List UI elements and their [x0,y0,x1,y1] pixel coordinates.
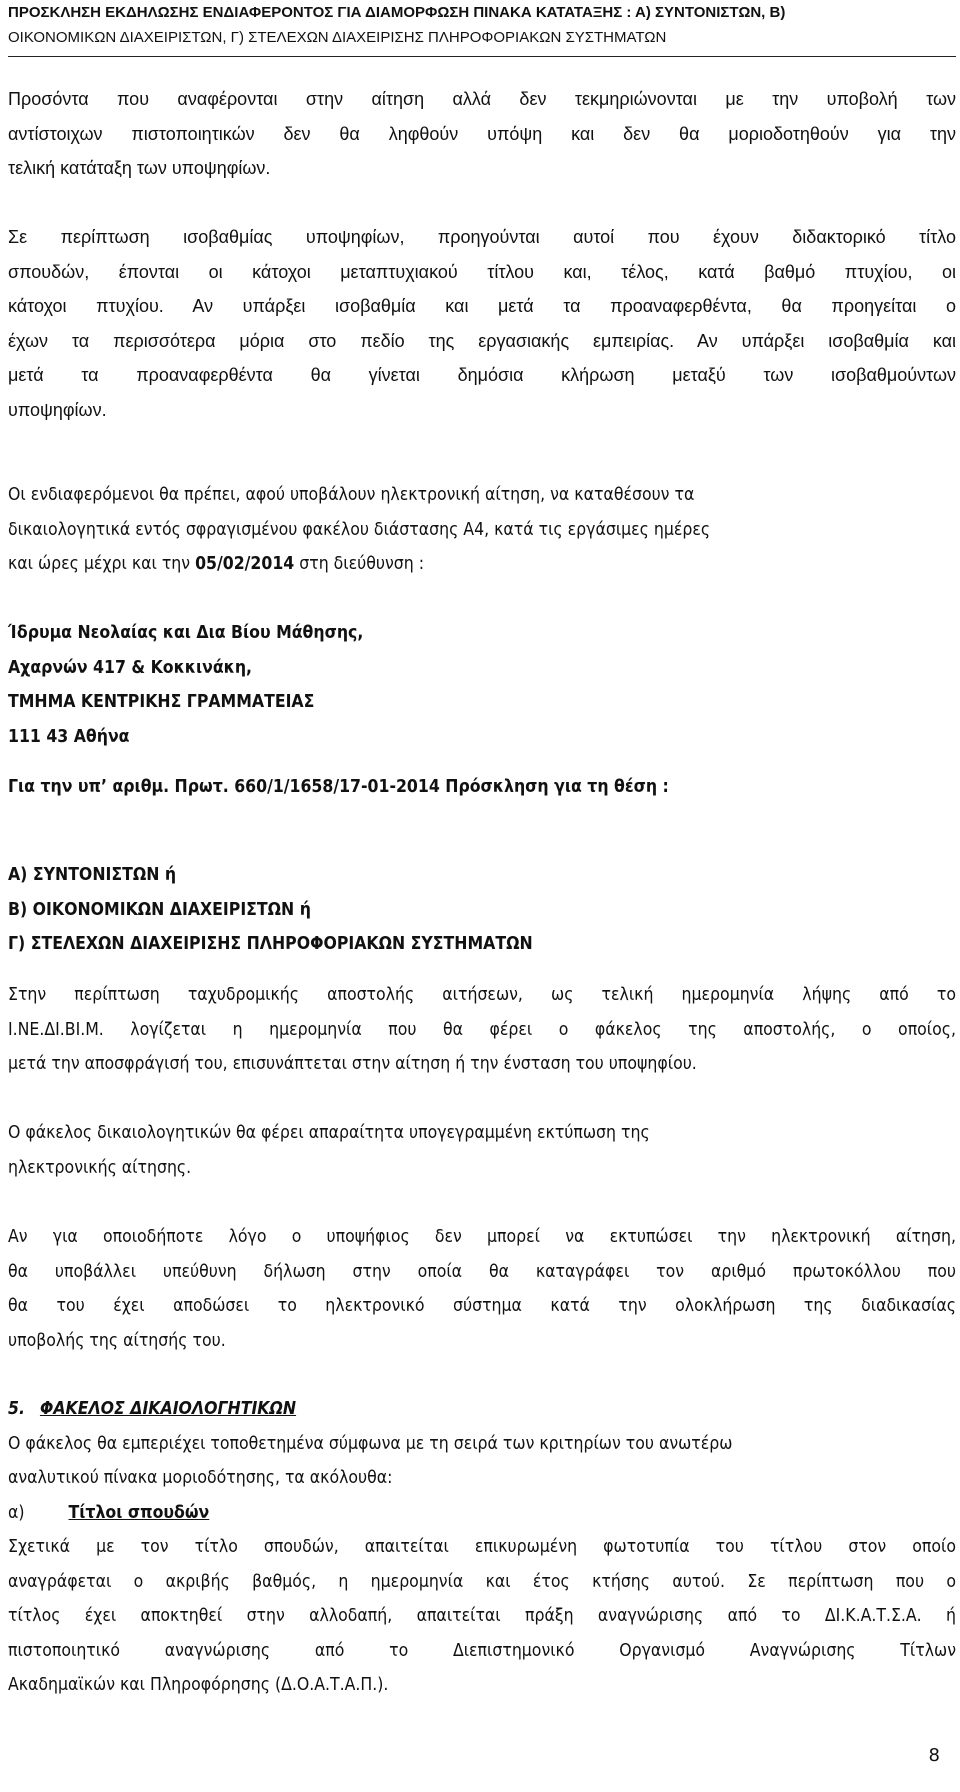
paragraph-line: Σε περίπτωση ισοβαθμίας υποψηφίων, προηγούνται αυτοί που έχουν διδακτορικό τίτλο [8,227,956,247]
paragraph-line: μετά τα προαναφερθέντα θα γίνεται δημόσια κλήρωση μεταξύ των ισοβαθμούντων [8,365,956,385]
section-intro-line: αναλυτικού πίνακα μοριοδότησης, τα ακόλουθα: [8,1468,393,1488]
header-line-1: ΠΡΟΣΚΛΗΣΗ ΕΚΔΗΛΩΣΗΣ ΕΝΔΙΑΦΕΡΟΝΤΟΣ ΓΙΑ ΔΙΑΜΟΡΦΩΣΗ ΠΙΝΑΚΑ ΚΑΤΑΤΑΞΗΣ : Α) ΣΥΝΤΟΝΙΣΤΩΝ, Β) [8,4,786,21]
paragraph-line: κάτοχοι πτυχίου. Αν υπάρξει ισοβαθμία και μετά τα προαναφερθέντα, θα προηγείται ο [8,296,956,316]
paragraph-submission-instructions [8,478,956,582]
paragraph-line: υποψηφίων. [8,399,107,420]
item-text-line: Ακαδημαϊκών και Πληροφόρησης (Δ.Ο.Α.Τ.Α.Π.). [8,1675,389,1695]
item-text-line: τίτλος έχει αποκτηθεί στην αλλοδαπή, απαιτείται πράξη αναγνώρισης από το ΔΙ.Κ.Α.Τ.Σ.Α. ή [8,1606,956,1626]
text-run: στη διεύθυνση : [294,554,425,574]
paragraph-line: θα του έχει αποδώσει το ηλεκτρονικό σύστημα κατά την ολοκλήρωση της διαδικασίας [8,1296,956,1316]
address-block [8,616,956,754]
address-line: 111 43 Αθήνα [8,726,130,747]
paragraph-line: μετά την αποσφράγισή του, επισυνάπτεται στην αίτηση ή την ένσταση του υποψηφίου. [8,1054,697,1074]
address-line: Αχαρνών 417 & Κοκκινάκη, [8,657,253,678]
text-run: Β) ΟΙΚΟΝΟΜΙΚΩΝ ΔΙΑΧΕΙΡΙΣΤΩΝ ή [8,899,311,920]
section-heading [8,1392,956,1427]
paragraph-line: θα υποβάλλει υπεύθυνη δήλωση στην οποία θα καταγράφει τον αριθμό πρωτοκόλλου που [8,1261,956,1282]
paragraph-line: δικαιολογητικά εντός σφραγισμένου φακέλου διάστασης Α4, κατά τις εργάσιμες ημέρες [8,519,711,540]
header-line-2: ΟΙΚΟΝΟΜΙΚΩΝ ΔΙΑΧΕΙΡΙΣΤΩΝ, Γ) ΣΤΕΛΕΧΩΝ ΔΙΑΧΕΙΡΙΣΗΣ ΠΛΗΡΟΦΟΡΙΑΚΩΝ ΣΥΣΤΗΜΑΤΩΝ [8,29,667,46]
text-run: και ώρες μέχρι και την [8,554,196,574]
page-number: 8 [928,1745,940,1766]
address-line: Ίδρυμα Νεολαίας και Δια Βίου Μάθησης, [8,623,364,643]
paragraph-tie-breaking [8,220,956,427]
paragraph-unverified-qualifications [8,82,956,186]
paragraph-envelope-printout [8,1116,956,1185]
paragraph-line: υποβολής της αίτησής του. [8,1330,226,1351]
paragraph-line: Οι ενδιαφερόμενοι θα πρέπει, αφού υποβάλουν ηλεκτρονική αίτηση, να καταθέσουν τα [8,485,695,505]
position-item: Γ) ΣΤΕΛΕΧΩΝ ΔΙΑΧΕΙΡΙΣΗΣ ΠΛΗΡΟΦΟΡΙΑΚΩΝ ΣΥΣΤΗΜΑΤΩΝ [8,934,533,954]
deadline-date: 05/02/2014 [195,554,295,574]
paragraph-declaration [8,1220,956,1358]
position-item [8,893,956,928]
item-text-line: αναγράφεται ο ακριβής βαθμός, η ημερομηνία και έτος κτήσης αυτού. Σε περίπτωση που ο [8,1571,956,1592]
invitation-reference [8,770,956,805]
header-divider [8,56,956,57]
paragraph-postal-submission [8,978,956,1082]
paragraph-line: σπουδών, έπονται οι κάτοχοι μεταπτυχιακού τίτλου και, τέλος, κατά βαθμό πτυχίου, οι [8,261,956,282]
item-label: α) [8,1502,25,1523]
position-item: Α) ΣΥΝΤΟΝΙΣΤΩΝ ή [8,865,177,885]
section-5 [8,1392,956,1703]
paragraph-line: αντίστοιχων πιστοποιητικών δεν θα ληφθούν υπόψη και δεν θα μοριοδοτηθούν για την [8,123,956,144]
paragraph-line: Ο φάκελος δικαιολογητικών θα φέρει απαραίτητα υπογεγραμμένη εκτύπωση της [8,1123,650,1143]
reference-line: Για την υπ’ αριθμ. Πρωτ. 660/1/1658/17-01-2014 Πρόσκληση για τη θέση : [8,777,669,797]
positions-list [8,858,956,962]
paragraph-line: τελική κατάταξη των υποψηφίων. [8,158,271,178]
item-title: Τίτλοι σπουδών [68,1502,210,1523]
section-title: ΦΑΚΕΛΟΣ ΔΙΚΑΙΟΛΟΓΗΤΙΚΩΝ [39,1399,297,1419]
section-number: 5. [8,1399,25,1419]
address-line: ΤΜΗΜΑ ΚΕΝΤΡΙΚΗΣ ΓΡΑΜΜΑΤΕΙΑΣ [8,692,315,712]
paragraph-line [8,547,956,582]
paragraph-line: Στην περίπτωση ταχυδρομικής αποστολής αιτήσεων, ως τελική ημερομηνία λήψης από το [8,985,956,1005]
paragraph-line: έχων τα περισσότερα μόρια στο πεδίο της εργασιακής εμπειρίας. Αν υπάρξει ισοβαθμία και [8,330,956,351]
paragraph-line: Προσόντα που αναφέρονται στην αίτηση αλλά δεν τεκμηριώνονται με την υποβολή των [8,89,956,109]
item-heading [8,1496,956,1531]
page-header [8,0,948,50]
paragraph-line: Ι.ΝΕ.ΔΙ.ΒΙ.Μ. λογίζεται η ημερομηνία που θα φέρει ο φάκελος της αποστολής, ο οποίος, [8,1019,956,1040]
item-text-line: πιστοποιητικό αναγνώρισης από το Διεπιστημονικό Οργανισμό Αναγνώρισης Τίτλων [8,1640,956,1661]
section-intro-line: Ο φάκελος θα εμπεριέχει τοποθετημένα σύμφωνα με τη σειρά των κριτηρίων του ανωτέρω [8,1433,733,1454]
paragraph-line: Αν για οποιοδήποτε λόγο ο υποψήφιος δεν μπορεί να εκτυπώσει την ηλεκτρονική αίτηση, [8,1227,956,1247]
paragraph-line: ηλεκτρονικής αίτησης. [8,1157,192,1178]
item-text-line: Σχετικά με τον τίτλο σπουδών, απαιτείται επικυρωμένη φωτοτυπία του τίτλου στον οποίο [8,1537,956,1557]
